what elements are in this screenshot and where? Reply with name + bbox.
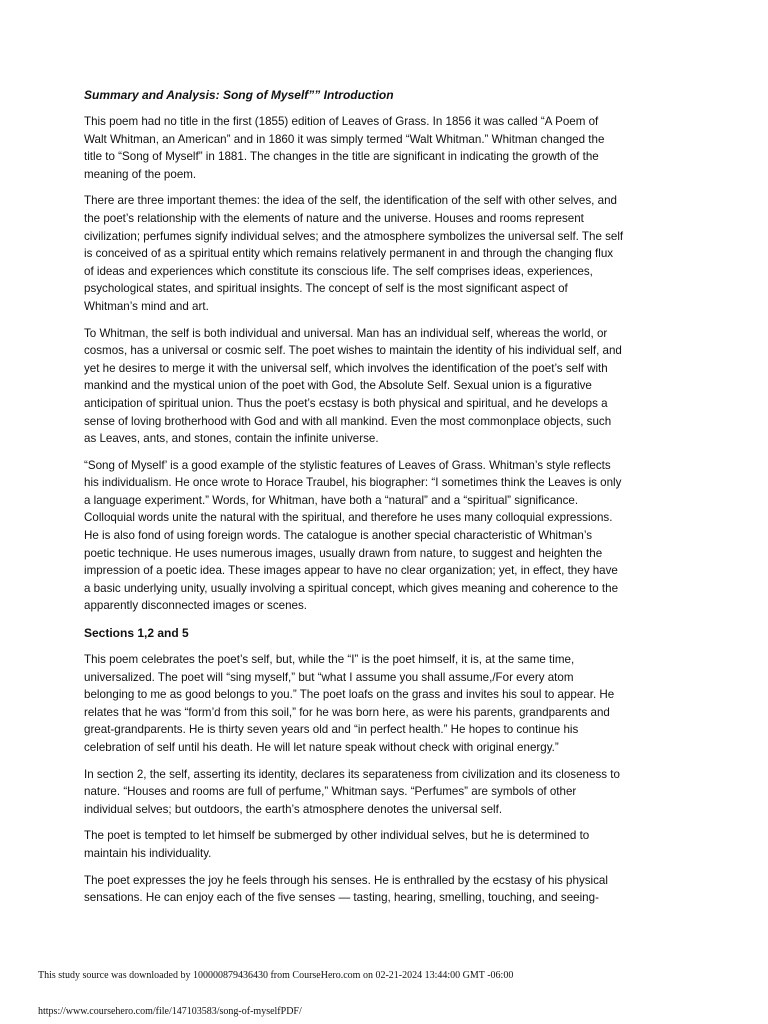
paragraph: In section 2, the self, asserting its identity, declares its separateness from civilization and its closeness to nature. “Houses and rooms are full of perfume,” Whitman says. “Perfumes” are symbols of other individual selves; but outdoors, the earth’s atmosphere denotes the universal self. bbox=[84, 767, 620, 816]
paragraph: This poem had no title in the first (1855) edition of Leaves of Grass. In 1856 it was called “A Poem of Walt Whitman, an American” and in 1860 it was simply termed “Walt Whitman.” Whitman changed the title to “Song of Myself” in 1881. The changes in the title are significant in indicating the growth of the meaning of the poem. bbox=[84, 115, 605, 181]
paragraph: This poem celebrates the poet’s self, but, while the “I” is the poet himself, it is, at the same time, universalized. The poet will “sing myself,” but “what I assume you shall assume,/For every atom belonging to me as good belongs to you.” The poet loafs on the grass and invites his soul to appear. He relates that he was “form’d from this soil,” for he was born here, as were his parents, grandparents and great-grandparents. He is thirty seven years old and “in perfect health.” He hopes to continue his celebration of self until his death. He will let nature speak without check with original energy.” bbox=[84, 653, 615, 754]
paragraph: “Song of Myself’ is a good example of the stylistic features of Leaves of Grass. Whitman’s style reflects his individualism. He once wrote to Horace Traubel, his biographer: “I sometimes think the Leaves is only a language experiment.” Words, for Whitman, have both a “natural” and a “spiritual” significance. Colloquial words unite the natural with the spiritual, and therefore he uses many colloquial expressions. He is also fond of using foreign words. The catalogue is another special characteristic of Whitman’s poetic technique. He uses numerous images, usually drawn from nature, to suggest and heighten the impression of a poetic idea. These images appear to have no clear organization; yet, in effect, they have a basic underlying unity, usually involving a spiritual concept, which gives meaning and coherence to the apparently disconnected images or scenes. bbox=[84, 458, 622, 613]
source-url-link[interactable]: https://www.coursehero.com/file/147103583/song-of-myselfPDF/ bbox=[38, 1006, 302, 1017]
document-title: Summary and Analysis: Song of Myself”” Introduction bbox=[84, 88, 394, 102]
document-page bbox=[84, 86, 624, 916]
download-source-note: This study source was downloaded by 100000879436430 from CourseHero.com on 02-21-2024 13:44:00 GMT -06:00 bbox=[38, 970, 514, 981]
paragraph: The poet is tempted to let himself be submerged by other individual selves, but he is determined to maintain his individuality. bbox=[84, 829, 590, 860]
paragraph: There are three important themes: the idea of the self, the identification of the self with other selves, and the poet’s relationship with the elements of nature and the universe. Houses and rooms represent civilization; perfumes signify individual selves; and the atmosphere symbolizes the universal self. The self is conceived of as a spiritual entity which remains relatively permanent in and through the changing flux of ideas and experiences which constitute its conscious life. The self comprises ideas, experiences, psychological states, and spiritual insights. The concept of self is the most significant aspect of Whitman’s mind and art. bbox=[84, 194, 624, 313]
section-heading: Sections 1,2 and 5 bbox=[84, 626, 189, 641]
paragraph: The poet expresses the joy he feels through his senses. He is enthralled by the ecstasy of his physical sensations. He can enjoy each of the five senses — tasting, hearing, smelling, touching, and seeing- bbox=[84, 873, 608, 905]
paragraph: To Whitman, the self is both individual and universal. Man has an individual self, whereas the world, or cosmos, has a universal or cosmic self. The poet wishes to maintain the identity of his individual self, and yet he desires to merge it with the universal self, which involves the identification of the poet’s self with mankind and the mystical union of the poet with God, the Absolute Self. Sexual union is a figurative anticipation of spiritual union. Thus the poet’s ecstasy is both physical and spiritual, and he develops a sense of loving brotherhood with God and with all mankind. Even the most commonplace objects, such as Leaves, ants, and stones, contain the infinite universe. bbox=[84, 326, 622, 446]
